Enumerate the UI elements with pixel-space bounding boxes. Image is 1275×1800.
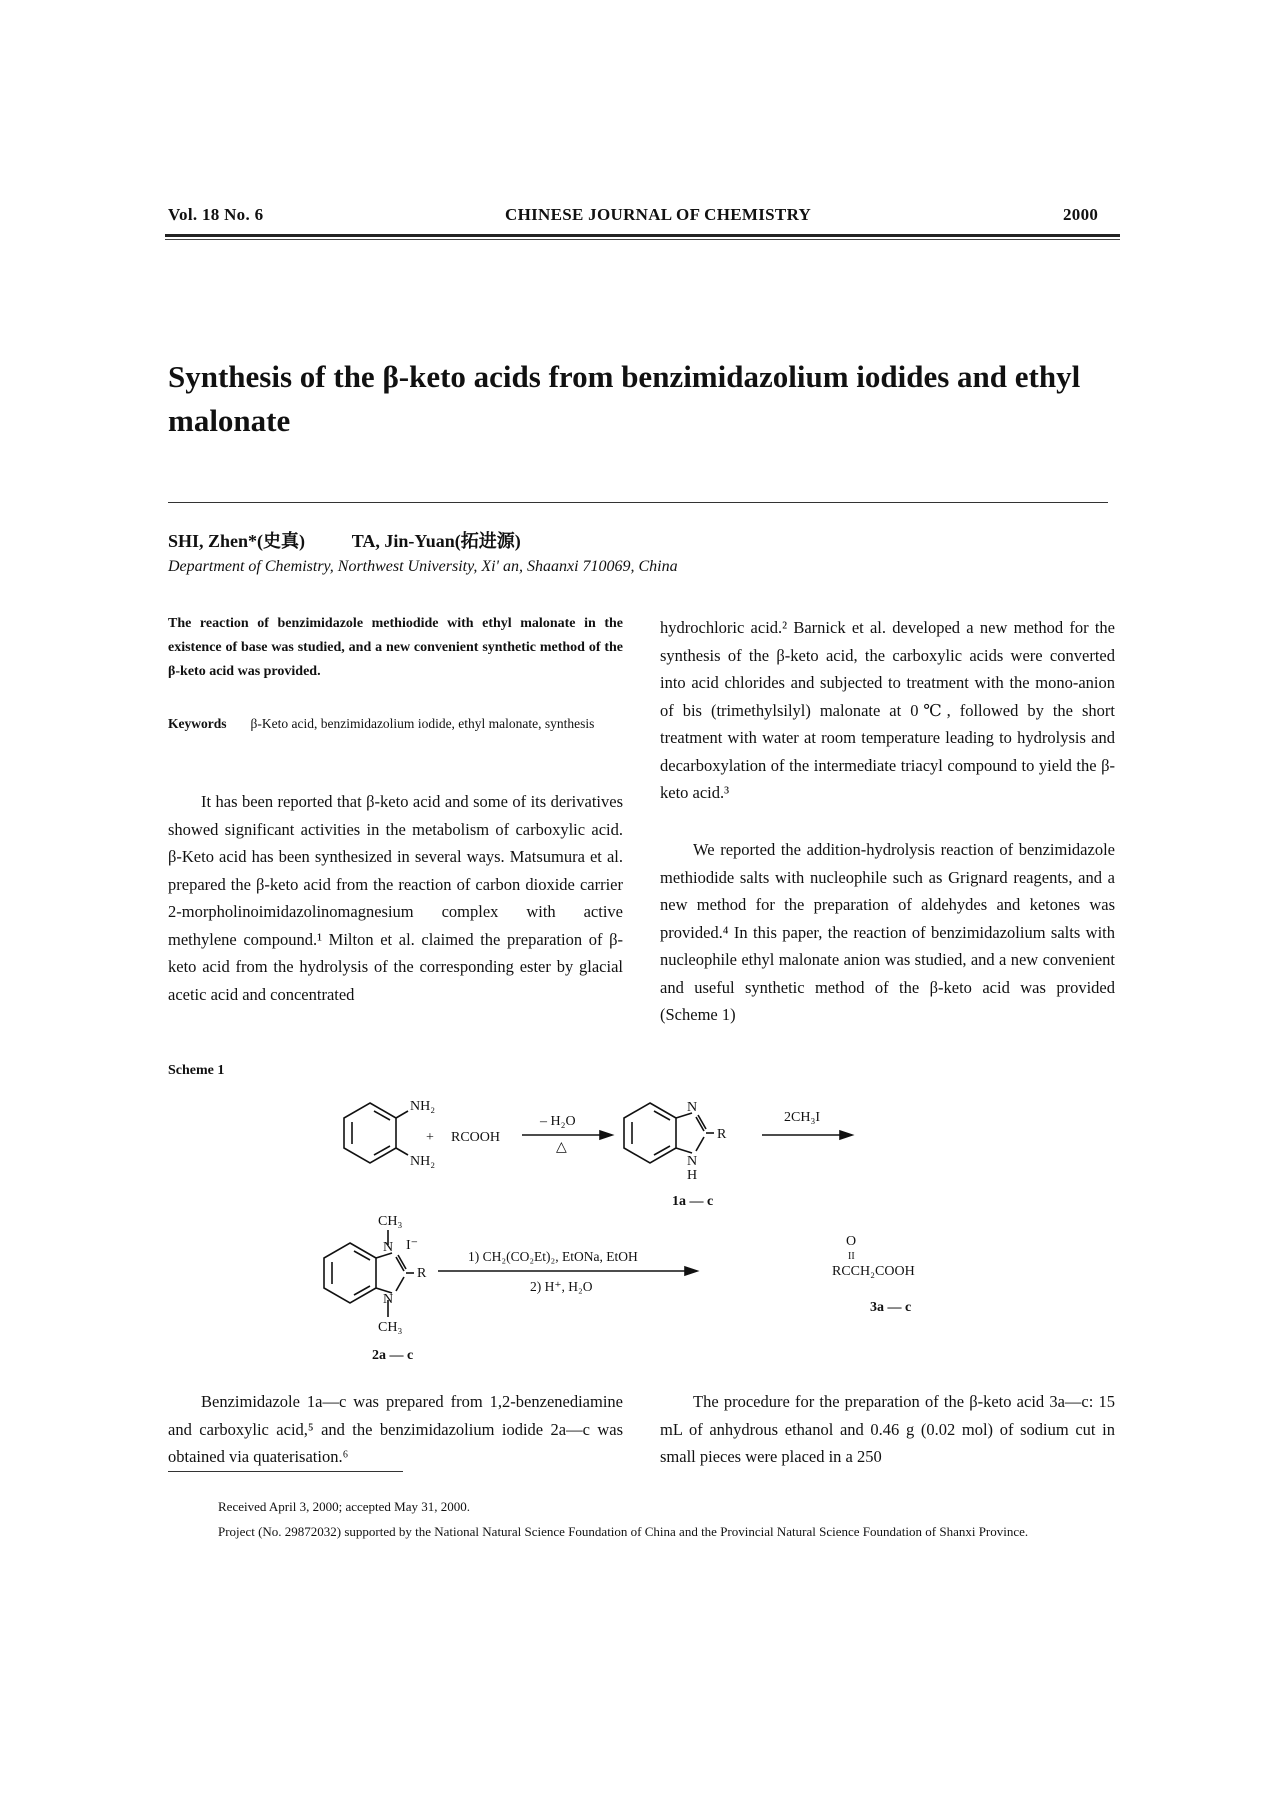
affiliation: Department of Chemistry, Northwest University, Xi' an, Shaanxi 710069, China (168, 558, 678, 575)
right-paragraph-2: We reported the addition-hydrolysis reaction of benzimidazole methiodide salts with nucleophile such as Grignard reagents, and a new method for the preparation of aldehydes and ketones was provided.⁴ In this paper, the reaction of benzimidazolium salts with nucleophile ethyl malonate anion was studied, and a new convenient and useful synthetic method of the β-keto acid was provided (Scheme 1) (660, 840, 1115, 1024)
ch3-top: CH₃ (378, 1214, 403, 1229)
footnote-rule (168, 1471, 403, 1472)
condition-heat: △ (556, 1140, 567, 1155)
plus-sign: + (426, 1130, 434, 1145)
ch3-bottom: CH₃ (378, 1320, 403, 1335)
journal-name: CHINESE JOURNAL OF CHEMISTRY (505, 205, 812, 224)
reaction-scheme (300, 1085, 980, 1375)
product-double-bond: II (848, 1251, 855, 1262)
condition-dehydrate: – H₂O (540, 1114, 576, 1129)
product-formula: RCCH₂COOH (832, 1264, 915, 1279)
imidazolium-n-bottom: N (383, 1292, 394, 1307)
benzimidazole-nh: N (687, 1154, 698, 1169)
bottom-left-paragraph: Benzimidazole 1a—c was prepared from 1,2-benzenediamine and carboxylic acid,⁵ and the benzimidazolium iodide 2a—c was obtained via quaterisation.⁶ (168, 1392, 623, 1466)
intro-paragraph: It has been reported that β-keto acid and some of its derivatives showed significant activities in the metabolism of carboxylic acid. β-Keto acid has been synthesized in several ways. Matsumura et al. prepared the β-keto acid from the reaction of carbon dioxide carrier 2-morpholinoimidazolinomagnesium complex with active methylene compound.¹ Milton et al. claimed the preparation of β-keto acid from the hydrolysis of the corresponding ester by glacial acetic acid and concentrated (168, 792, 623, 1004)
header-rule (165, 234, 1120, 237)
iodide-label: I⁻ (406, 1238, 419, 1253)
imidazolium-r: R (417, 1266, 427, 1281)
paper-title: Synthesis of the β-keto acids from benzimidazolium iodides and ethyl malonate (168, 359, 1081, 438)
keywords-text: β-Keto acid, benzimidazolium iodide, ethyl malonate, synthesis (250, 716, 595, 731)
author-line (168, 527, 521, 553)
project-note: Project (No. 29872032) supported by the National Natural Science Foundation of China and the Provincial Natural Science Foundation of Shanxi Province. (218, 1524, 1029, 1539)
scheme-label: Scheme 1 (168, 1063, 225, 1078)
compound-1-label: 1a — c (672, 1194, 714, 1209)
nh2-top: NH₂ (410, 1099, 436, 1114)
benzimidazole-r: R (717, 1127, 727, 1142)
bottom-right-paragraph: The procedure for the preparation of the β-keto acid 3a—c: 15 mL of anhydrous ethanol and 0.46 g (0.02 mol) of sodium cut in small pieces were placed in a 250 (660, 1392, 1115, 1466)
product-oxygen: O (846, 1234, 857, 1249)
compound-2-label: 2a — c (372, 1348, 414, 1363)
nh2-bottom: NH₂ (410, 1154, 436, 1169)
rcooh-label: RCOOH (451, 1130, 501, 1145)
benzimidazole-h: H (687, 1168, 698, 1183)
year-label: 2000 (1063, 205, 1099, 224)
keywords (168, 712, 623, 736)
author-1: SHI, Zhen*(史真) (168, 531, 306, 551)
abstract: The reaction of benzimidazole methiodide with ethyl malonate in the existence of base was studied, and a new convenient synthetic method of the β-keto acid was provided. (168, 616, 623, 679)
volume-label: Vol. 18 No. 6 (168, 205, 264, 224)
right-paragraph-1: hydrochloric acid.² Barnick et al. developed a new method for the synthesis of the β-keto acid, the carboxylic acids were converted into acid chlorides and subjected to treatment with the mono-anion of bis (trimethylsilyl) malonate at 0℃, followed by the short treatment with water at room temperature leading to hydrolysis and decarboxylation of the intermediate triacyl compound to yield the β-keto acid.³ (660, 618, 1115, 802)
condition-hydrolysis: 2) H⁺, H₂O (530, 1279, 593, 1294)
condition-methyl-iodide: 2CH₃I (784, 1110, 820, 1125)
author-2: TA, Jin-Yuan(拓进源) (351, 531, 521, 551)
condition-malonate: 1) CH₂(CO₂Et)₂, EtONa, EtOH (468, 1249, 638, 1264)
benzimidazole-n: N (687, 1100, 698, 1115)
keywords-label: Keywords (168, 716, 227, 731)
received-note: Received April 3, 2000; accepted May 31, 2000. (218, 1499, 470, 1514)
title-rule (168, 502, 1108, 503)
imidazolium-n-top: N (383, 1240, 394, 1255)
compound-3-label: 3a — c (870, 1300, 912, 1315)
header-rule-thin (165, 239, 1120, 240)
